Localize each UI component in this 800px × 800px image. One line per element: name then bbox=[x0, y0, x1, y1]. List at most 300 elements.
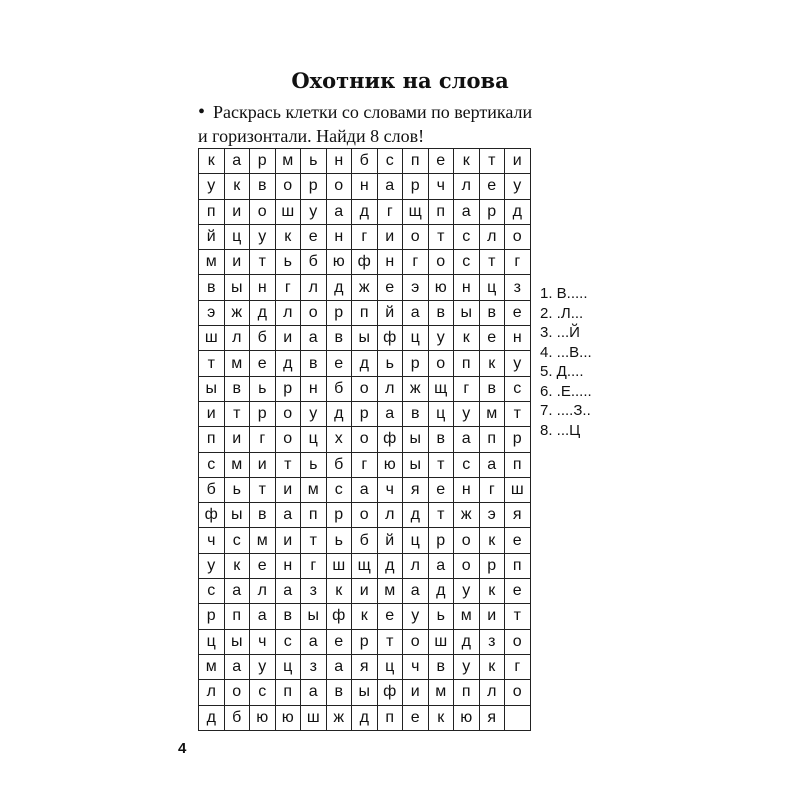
grid-cell[interactable]: к bbox=[428, 705, 454, 730]
grid-cell[interactable]: н bbox=[326, 149, 352, 174]
grid-cell[interactable]: п bbox=[224, 604, 250, 629]
grid-cell[interactable]: е bbox=[326, 629, 352, 654]
grid-cell[interactable]: и bbox=[224, 427, 250, 452]
grid-cell[interactable]: е bbox=[326, 351, 352, 376]
grid-cell[interactable]: г bbox=[377, 199, 403, 224]
grid-cell[interactable]: а bbox=[224, 579, 250, 604]
grid-cell[interactable]: к bbox=[326, 579, 352, 604]
grid-cell[interactable]: н bbox=[326, 224, 352, 249]
grid-cell[interactable]: р bbox=[352, 401, 378, 426]
grid-cell[interactable]: у bbox=[454, 654, 480, 679]
grid-cell[interactable]: п bbox=[479, 427, 505, 452]
grid-cell[interactable]: и bbox=[352, 579, 378, 604]
grid-cell[interactable]: о bbox=[454, 553, 480, 578]
grid-cell[interactable]: п bbox=[199, 199, 225, 224]
grid-cell[interactable]: т bbox=[479, 149, 505, 174]
grid-cell[interactable]: е bbox=[377, 275, 403, 300]
grid-cell[interactable]: д bbox=[275, 351, 301, 376]
grid-cell[interactable]: щ bbox=[352, 553, 378, 578]
grid-cell[interactable]: ж bbox=[352, 275, 378, 300]
grid-cell[interactable]: ь bbox=[224, 477, 250, 502]
grid-cell[interactable]: т bbox=[301, 528, 327, 553]
grid-cell[interactable]: п bbox=[454, 680, 480, 705]
grid-cell[interactable]: е bbox=[301, 224, 327, 249]
grid-cell[interactable]: р bbox=[403, 351, 429, 376]
grid-cell[interactable]: т bbox=[199, 351, 225, 376]
grid-cell[interactable]: м bbox=[428, 680, 454, 705]
grid-cell[interactable]: э bbox=[199, 300, 225, 325]
grid-cell[interactable]: р bbox=[479, 199, 505, 224]
grid-cell[interactable]: ы bbox=[403, 452, 429, 477]
grid-cell[interactable]: н bbox=[454, 477, 480, 502]
grid-cell[interactable]: я bbox=[403, 477, 429, 502]
grid-cell[interactable]: р bbox=[326, 503, 352, 528]
grid-cell[interactable]: д bbox=[505, 199, 531, 224]
grid-cell[interactable]: е bbox=[505, 528, 531, 553]
grid-cell[interactable]: ь bbox=[377, 351, 403, 376]
grid-cell[interactable]: ж bbox=[454, 503, 480, 528]
grid-cell[interactable]: к bbox=[479, 654, 505, 679]
grid-cell[interactable]: л bbox=[479, 224, 505, 249]
grid-cell[interactable]: б bbox=[250, 326, 276, 351]
grid-cell[interactable]: з bbox=[505, 275, 531, 300]
grid-cell[interactable]: п bbox=[505, 553, 531, 578]
grid-cell[interactable]: и bbox=[505, 149, 531, 174]
grid-cell[interactable]: о bbox=[428, 351, 454, 376]
grid-cell[interactable]: р bbox=[199, 604, 225, 629]
grid-cell[interactable]: о bbox=[275, 401, 301, 426]
grid-cell[interactable]: п bbox=[301, 503, 327, 528]
grid-cell[interactable]: м bbox=[199, 250, 225, 275]
grid-cell[interactable]: а bbox=[403, 579, 429, 604]
grid-cell[interactable]: ц bbox=[199, 629, 225, 654]
grid-cell[interactable]: г bbox=[505, 250, 531, 275]
grid-cell[interactable]: о bbox=[326, 174, 352, 199]
grid-cell[interactable]: ш bbox=[199, 326, 225, 351]
grid-cell[interactable]: и bbox=[224, 199, 250, 224]
grid-cell[interactable]: р bbox=[250, 149, 276, 174]
grid-cell[interactable]: ы bbox=[352, 326, 378, 351]
grid-cell[interactable]: а bbox=[377, 174, 403, 199]
grid-cell[interactable]: г bbox=[454, 376, 480, 401]
grid-cell[interactable]: у bbox=[250, 224, 276, 249]
grid-cell[interactable]: с bbox=[377, 149, 403, 174]
grid-cell[interactable]: ч bbox=[250, 629, 276, 654]
grid-cell[interactable]: е bbox=[505, 579, 531, 604]
grid-cell[interactable]: о bbox=[250, 199, 276, 224]
grid-cell[interactable]: п bbox=[428, 199, 454, 224]
grid-cell[interactable]: е bbox=[479, 174, 505, 199]
grid-cell[interactable]: р bbox=[428, 528, 454, 553]
grid-cell[interactable]: ц bbox=[301, 427, 327, 452]
grid-cell[interactable]: н bbox=[275, 553, 301, 578]
grid-cell[interactable]: л bbox=[377, 376, 403, 401]
grid-cell[interactable]: а bbox=[428, 553, 454, 578]
grid-cell[interactable]: к bbox=[479, 579, 505, 604]
grid-cell[interactable]: у bbox=[428, 326, 454, 351]
grid-cell[interactable]: ь bbox=[250, 376, 276, 401]
grid-cell[interactable]: с bbox=[454, 452, 480, 477]
grid-cell[interactable]: с bbox=[224, 528, 250, 553]
grid-cell[interactable]: т bbox=[428, 503, 454, 528]
grid-cell[interactable]: б bbox=[301, 250, 327, 275]
grid-cell[interactable]: о bbox=[428, 250, 454, 275]
grid-cell[interactable]: б bbox=[199, 477, 225, 502]
grid-cell[interactable]: ь bbox=[301, 149, 327, 174]
grid-cell[interactable]: ы bbox=[224, 503, 250, 528]
grid-cell[interactable]: е bbox=[505, 300, 531, 325]
grid-cell[interactable]: н bbox=[301, 376, 327, 401]
grid-cell[interactable]: б bbox=[326, 452, 352, 477]
grid-cell[interactable]: у bbox=[301, 199, 327, 224]
grid-cell[interactable]: д bbox=[326, 275, 352, 300]
grid-cell[interactable]: м bbox=[199, 654, 225, 679]
grid-cell[interactable]: и bbox=[479, 604, 505, 629]
grid-cell[interactable]: с bbox=[505, 376, 531, 401]
grid-cell[interactable]: к bbox=[454, 326, 480, 351]
grid-cell[interactable]: ю bbox=[454, 705, 480, 730]
grid-cell[interactable]: я bbox=[505, 503, 531, 528]
grid-cell[interactable]: а bbox=[403, 300, 429, 325]
grid-cell[interactable]: а bbox=[326, 654, 352, 679]
grid-cell[interactable]: э bbox=[479, 503, 505, 528]
grid-cell[interactable]: д bbox=[377, 553, 403, 578]
grid-cell[interactable]: л bbox=[403, 553, 429, 578]
grid-cell[interactable]: с bbox=[326, 477, 352, 502]
grid-cell[interactable]: м bbox=[454, 604, 480, 629]
grid-cell[interactable]: и bbox=[275, 477, 301, 502]
grid-cell[interactable]: р bbox=[326, 300, 352, 325]
grid-cell[interactable]: с bbox=[454, 250, 480, 275]
grid-cell[interactable]: е bbox=[250, 553, 276, 578]
grid-cell[interactable]: р bbox=[403, 174, 429, 199]
grid-cell[interactable]: и bbox=[275, 326, 301, 351]
grid-cell[interactable]: ф bbox=[377, 326, 403, 351]
grid-cell[interactable]: а bbox=[377, 401, 403, 426]
grid-cell[interactable]: о bbox=[505, 629, 531, 654]
grid-cell[interactable]: г bbox=[403, 250, 429, 275]
grid-cell[interactable]: ц bbox=[224, 224, 250, 249]
grid-cell[interactable]: т bbox=[275, 452, 301, 477]
grid-cell[interactable]: о bbox=[352, 376, 378, 401]
grid-cell[interactable]: н bbox=[454, 275, 480, 300]
grid-cell[interactable]: ж bbox=[224, 300, 250, 325]
grid-cell[interactable]: а bbox=[275, 579, 301, 604]
grid-cell[interactable]: к bbox=[479, 351, 505, 376]
grid-cell[interactable]: с bbox=[275, 629, 301, 654]
grid-cell[interactable]: к bbox=[224, 553, 250, 578]
grid-cell[interactable]: ч bbox=[377, 477, 403, 502]
grid-cell[interactable]: а bbox=[301, 326, 327, 351]
grid-cell[interactable]: ц bbox=[377, 654, 403, 679]
grid-cell[interactable]: у bbox=[199, 553, 225, 578]
grid-cell[interactable]: щ bbox=[403, 199, 429, 224]
grid-cell[interactable]: б bbox=[224, 705, 250, 730]
grid-cell[interactable]: с bbox=[199, 452, 225, 477]
grid-cell[interactable]: у bbox=[199, 174, 225, 199]
grid-cell[interactable]: о bbox=[403, 224, 429, 249]
grid-cell[interactable]: ж bbox=[403, 376, 429, 401]
grid-cell[interactable]: з bbox=[479, 629, 505, 654]
grid-cell[interactable]: д bbox=[250, 300, 276, 325]
grid-cell[interactable]: а bbox=[224, 654, 250, 679]
grid-cell[interactable]: в bbox=[479, 300, 505, 325]
grid-cell[interactable]: ы bbox=[224, 275, 250, 300]
grid-cell[interactable] bbox=[505, 705, 531, 730]
grid-cell[interactable]: а bbox=[250, 604, 276, 629]
grid-cell[interactable]: ш bbox=[275, 199, 301, 224]
grid-cell[interactable]: г bbox=[505, 654, 531, 679]
grid-cell[interactable]: й bbox=[377, 528, 403, 553]
grid-cell[interactable]: в bbox=[428, 427, 454, 452]
grid-cell[interactable]: в bbox=[326, 326, 352, 351]
grid-row bbox=[199, 553, 531, 578]
grid-cell[interactable]: с bbox=[454, 224, 480, 249]
grid-cell[interactable]: ы bbox=[301, 604, 327, 629]
grid-cell[interactable]: у bbox=[301, 401, 327, 426]
grid-cell[interactable]: в bbox=[428, 300, 454, 325]
grid-cell[interactable]: ц bbox=[428, 401, 454, 426]
grid-cell[interactable]: о bbox=[301, 300, 327, 325]
grid-cell[interactable]: б bbox=[352, 528, 378, 553]
grid-cell[interactable]: з bbox=[301, 654, 327, 679]
grid-cell[interactable]: и bbox=[403, 680, 429, 705]
grid-cell[interactable]: ф bbox=[199, 503, 225, 528]
grid-cell[interactable]: ш bbox=[505, 477, 531, 502]
grid-cell[interactable]: м bbox=[224, 452, 250, 477]
grid-cell[interactable]: ь bbox=[301, 452, 327, 477]
grid-cell[interactable]: н bbox=[505, 326, 531, 351]
grid-cell[interactable]: д bbox=[428, 579, 454, 604]
grid-cell[interactable]: а bbox=[301, 629, 327, 654]
grid-cell[interactable]: о bbox=[505, 680, 531, 705]
grid-cell[interactable]: в bbox=[403, 401, 429, 426]
grid-cell[interactable]: у bbox=[505, 351, 531, 376]
grid-cell[interactable]: в bbox=[250, 503, 276, 528]
grid-cell[interactable]: р bbox=[479, 553, 505, 578]
grid-cell[interactable]: ф bbox=[377, 427, 403, 452]
grid-cell[interactable]: й bbox=[377, 300, 403, 325]
grid-cell[interactable]: г bbox=[352, 224, 378, 249]
grid-cell[interactable]: я bbox=[352, 654, 378, 679]
grid-cell[interactable]: п bbox=[199, 427, 225, 452]
grid-cell[interactable]: е bbox=[428, 477, 454, 502]
grid-cell[interactable]: л bbox=[250, 579, 276, 604]
grid-cell[interactable]: й bbox=[199, 224, 225, 249]
grid-cell[interactable]: а bbox=[326, 199, 352, 224]
grid-cell[interactable]: л bbox=[301, 275, 327, 300]
grid-cell[interactable]: ю bbox=[250, 705, 276, 730]
grid-cell[interactable]: ь bbox=[326, 528, 352, 553]
grid-cell[interactable]: ы bbox=[403, 427, 429, 452]
grid-cell[interactable]: п bbox=[505, 452, 531, 477]
grid-cell[interactable]: т bbox=[428, 452, 454, 477]
grid-cell[interactable]: д bbox=[199, 705, 225, 730]
grid-cell[interactable]: в bbox=[199, 275, 225, 300]
grid-cell[interactable]: о bbox=[352, 503, 378, 528]
grid-cell[interactable]: ю bbox=[428, 275, 454, 300]
grid-cell[interactable]: ь bbox=[428, 604, 454, 629]
grid-cell[interactable]: р bbox=[352, 629, 378, 654]
grid-cell[interactable]: т bbox=[479, 250, 505, 275]
grid-cell[interactable]: ы bbox=[454, 300, 480, 325]
grid-cell[interactable]: в bbox=[301, 351, 327, 376]
grid-cell[interactable]: г bbox=[352, 452, 378, 477]
grid-cell[interactable]: у bbox=[454, 401, 480, 426]
grid-cell[interactable]: т bbox=[505, 604, 531, 629]
grid-cell[interactable]: п bbox=[352, 300, 378, 325]
grid-cell[interactable]: ф bbox=[352, 250, 378, 275]
grid-cell[interactable]: а bbox=[479, 452, 505, 477]
grid-cell[interactable]: т bbox=[224, 401, 250, 426]
grid-cell[interactable]: ы bbox=[352, 680, 378, 705]
grid-cell[interactable]: ю bbox=[326, 250, 352, 275]
grid-cell[interactable]: л bbox=[454, 174, 480, 199]
grid-cell[interactable]: ц bbox=[403, 528, 429, 553]
grid-cell[interactable]: г bbox=[275, 275, 301, 300]
grid-cell[interactable]: е bbox=[428, 149, 454, 174]
grid-cell[interactable]: и bbox=[275, 528, 301, 553]
grid-cell[interactable]: и bbox=[199, 401, 225, 426]
grid-cell[interactable]: к bbox=[224, 174, 250, 199]
grid-cell[interactable]: м bbox=[479, 401, 505, 426]
grid-cell[interactable]: о bbox=[454, 528, 480, 553]
grid-cell[interactable]: д bbox=[454, 629, 480, 654]
grid-cell[interactable]: д bbox=[352, 705, 378, 730]
grid-cell[interactable]: щ bbox=[428, 376, 454, 401]
grid-cell[interactable]: м bbox=[377, 579, 403, 604]
grid-cell[interactable]: т bbox=[250, 250, 276, 275]
grid-cell[interactable]: а bbox=[224, 149, 250, 174]
grid-cell[interactable]: ч bbox=[199, 528, 225, 553]
grid-cell[interactable]: ь bbox=[275, 250, 301, 275]
grid-cell[interactable]: р bbox=[275, 376, 301, 401]
grid-cell[interactable]: в bbox=[326, 680, 352, 705]
grid-cell[interactable]: в bbox=[224, 376, 250, 401]
grid-cell[interactable]: о bbox=[275, 174, 301, 199]
grid-cell[interactable]: м bbox=[224, 351, 250, 376]
grid-cell[interactable]: г bbox=[250, 427, 276, 452]
grid-cell[interactable]: ы bbox=[199, 376, 225, 401]
grid-cell[interactable]: в bbox=[479, 376, 505, 401]
grid-cell[interactable]: о bbox=[352, 427, 378, 452]
grid-cell[interactable]: л bbox=[275, 300, 301, 325]
grid-cell[interactable]: н bbox=[377, 250, 403, 275]
grid-cell[interactable]: д bbox=[352, 199, 378, 224]
grid-cell[interactable]: и bbox=[377, 224, 403, 249]
grid-cell[interactable]: л bbox=[479, 680, 505, 705]
grid-cell[interactable]: о bbox=[275, 427, 301, 452]
grid-cell[interactable]: ш bbox=[428, 629, 454, 654]
grid-cell[interactable]: е bbox=[479, 326, 505, 351]
grid-cell[interactable]: д bbox=[326, 401, 352, 426]
grid-cell[interactable]: р bbox=[250, 401, 276, 426]
grid-cell[interactable]: м bbox=[250, 528, 276, 553]
grid-cell[interactable]: х bbox=[326, 427, 352, 452]
grid-cell[interactable]: л bbox=[199, 680, 225, 705]
grid-cell[interactable]: к bbox=[275, 224, 301, 249]
grid-cell[interactable]: л bbox=[224, 326, 250, 351]
grid-cell[interactable]: а bbox=[454, 199, 480, 224]
grid-cell[interactable]: а bbox=[352, 477, 378, 502]
grid-cell[interactable]: п bbox=[403, 149, 429, 174]
grid-cell[interactable]: б bbox=[326, 376, 352, 401]
grid-cell[interactable]: в bbox=[250, 174, 276, 199]
grid-cell[interactable]: у bbox=[403, 604, 429, 629]
grid-cell[interactable]: ф bbox=[377, 680, 403, 705]
grid-cell[interactable]: д bbox=[352, 351, 378, 376]
grid-cell[interactable]: ж bbox=[326, 705, 352, 730]
grid-cell[interactable]: ш bbox=[301, 705, 327, 730]
grid-cell[interactable]: ф bbox=[326, 604, 352, 629]
grid-cell[interactable]: ш bbox=[326, 553, 352, 578]
grid-cell[interactable]: и bbox=[250, 452, 276, 477]
grid-cell[interactable]: н bbox=[250, 275, 276, 300]
grid-cell[interactable]: ю bbox=[275, 705, 301, 730]
grid-cell[interactable]: в bbox=[428, 654, 454, 679]
grid-cell[interactable]: е bbox=[250, 351, 276, 376]
grid-cell[interactable]: у bbox=[250, 654, 276, 679]
grid-cell[interactable]: р bbox=[505, 427, 531, 452]
grid-cell[interactable]: ч bbox=[428, 174, 454, 199]
grid-cell[interactable]: т bbox=[377, 629, 403, 654]
grid-cell[interactable]: ц bbox=[403, 326, 429, 351]
grid-cell[interactable]: я bbox=[479, 705, 505, 730]
grid-cell[interactable]: т bbox=[250, 477, 276, 502]
grid-cell[interactable]: т bbox=[505, 401, 531, 426]
grid-cell[interactable]: б bbox=[352, 149, 378, 174]
grid-cell[interactable]: ц bbox=[479, 275, 505, 300]
grid-cell[interactable]: у bbox=[454, 579, 480, 604]
grid-cell[interactable]: к bbox=[199, 149, 225, 174]
grid-cell[interactable]: о bbox=[505, 224, 531, 249]
grid-cell[interactable]: р bbox=[301, 174, 327, 199]
grid-cell[interactable]: л bbox=[377, 503, 403, 528]
grid-cell[interactable]: т bbox=[428, 224, 454, 249]
grid-cell[interactable]: п bbox=[275, 680, 301, 705]
grid-cell[interactable]: м bbox=[301, 477, 327, 502]
grid-cell[interactable]: д bbox=[403, 503, 429, 528]
grid-cell[interactable]: е bbox=[377, 604, 403, 629]
grid-cell[interactable]: к bbox=[352, 604, 378, 629]
grid-cell[interactable]: а bbox=[454, 427, 480, 452]
grid-cell[interactable]: ы bbox=[224, 629, 250, 654]
grid-cell[interactable]: о bbox=[224, 680, 250, 705]
grid-cell[interactable]: а bbox=[275, 503, 301, 528]
grid-cell[interactable]: а bbox=[301, 680, 327, 705]
grid-cell[interactable]: е bbox=[403, 705, 429, 730]
grid-cell[interactable]: п bbox=[454, 351, 480, 376]
grid-cell[interactable]: э bbox=[403, 275, 429, 300]
grid-cell[interactable]: ц bbox=[275, 654, 301, 679]
grid-cell[interactable]: м bbox=[275, 149, 301, 174]
grid-cell[interactable]: п bbox=[377, 705, 403, 730]
grid-cell[interactable]: ю bbox=[377, 452, 403, 477]
grid-cell[interactable]: з bbox=[301, 579, 327, 604]
grid-cell[interactable]: о bbox=[403, 629, 429, 654]
grid-cell[interactable]: г bbox=[479, 477, 505, 502]
grid-cell[interactable]: ч bbox=[403, 654, 429, 679]
grid-cell[interactable]: г bbox=[301, 553, 327, 578]
grid-cell[interactable]: к bbox=[454, 149, 480, 174]
grid-cell[interactable]: у bbox=[505, 174, 531, 199]
grid-cell[interactable]: и bbox=[224, 250, 250, 275]
grid-cell[interactable]: с bbox=[199, 579, 225, 604]
grid-cell[interactable]: с bbox=[250, 680, 276, 705]
grid-cell[interactable]: н bbox=[352, 174, 378, 199]
grid-cell[interactable]: к bbox=[479, 528, 505, 553]
grid-cell[interactable]: в bbox=[275, 604, 301, 629]
